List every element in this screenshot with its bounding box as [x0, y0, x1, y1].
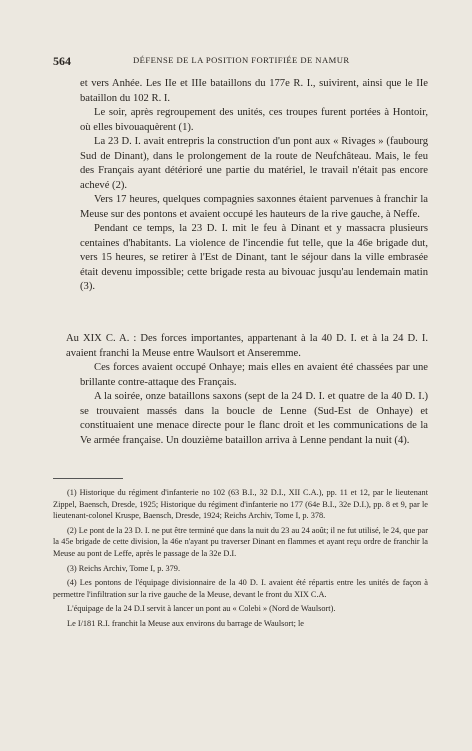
footnote: (3) Reichs Archiv, Tome I, p. 379. [67, 563, 181, 573]
running-title: DÉFENSE DE LA POSITION FORTIFIÉE DE NAMUR [133, 55, 350, 65]
paragraph: Vers 17 heures, quelques compagnies saxonnes étaient parvenues à franchir la Meuse sur des pontons et avaient occupé les hauteurs de la rive gauche, à Neffe. [80, 194, 428, 220]
footnote-continued: L'équipage de la 24 D.I servit à lancer un pont au « Colebi » (Nord de Waulsort). [67, 604, 336, 614]
paragraph: Le soir, après regroupement des unités, ces troupes furent portées à Hontoir, où elles bivouaquèrent (1). [80, 107, 428, 133]
footnotes [53, 487, 428, 633]
paragraph: Pendant ce temps, la 23 D. I. mit le feu à Dinant et y massacra plusieurs centaines d'habitants. La violence de l'incendie fut telle, que la 46e brigade dut, vers 15 heures, se retirer à l'Est de Dinant, tant le séjour dans la ville embrasée était devenu impossible; cette brigade resta au bivouac jusqu'au lendemain matin (3). [80, 223, 428, 292]
footnote: (4) Les pontons de l'équipage divisionnaire de la 40 D. I. avaient été répartis entre les unités de façon à permettre l'infiltration sur la rive gauche de la Meuse, devant le front du XIX C.A. [53, 578, 428, 599]
main-text [80, 77, 428, 295]
footnote: (2) Le pont de la 23 D. I. ne put être terminé que dans la nuit du 23 au 24 août; il ne fut utilisé, le 24, que par la 45e brigade de cette division, la 46e n'ayant pu traverser Dinant en flammes et ayant reçu ordre de franchir la Meuse au pont de Leffe, après le passage de la 32e D.I. [53, 525, 428, 558]
section-paragraph: Au XIX C. A. : Des forces importantes, appartenant à la 40 D. I. et à la 24 D. I. avaient franchi la Meuse entre Waulsort et Anseremme. [66, 333, 428, 359]
footnote: (1) Historique du régiment d'infanterie no 102 (63 B.I., 32 D.I., XII C.A.), pp. 11 et 12, par le lieutenant Zippel, Baensch, Dresde, 1925; Historique du régiment d'infanterie no 177 (64e B.I., 32e D.I.), pp. 8 et 9, par le lieutenant-colonel Kruspe, Baensch, Dresde, 1924; Reichs Archiv, Tome I, p. 378. [53, 488, 428, 521]
footnote-continued: Le I/181 R.I. franchit la Meuse aux environs du barrage de Waulsort; le [67, 618, 304, 628]
paragraph: La 23 D. I. avait entrepris la construction d'un pont aux « Rivages » (faubourg Sud de Dinant), dans le prolongement de la route de Neufchâteau. Mais, le feu des Français ayant détérioré une partie du matériel, le travail n'était pas encore achevé (2). [80, 136, 428, 191]
footnote-rule [53, 478, 123, 479]
page-number: 564 [53, 54, 71, 68]
section-xix-ca [66, 332, 428, 448]
page-header [53, 54, 428, 68]
section-paragraph: Ces forces avaient occupé Onhaye; mais elles en avaient été chassées par une brillante contre-attaque des Français. [80, 362, 428, 388]
section-paragraph: A la soirée, onze bataillons saxons (sept de la 24 D. I. et quatre de la 40 D. I.) se trouvaient massés dans la boucle de Lenne (Sud-Est de Onhaye) et constituaient une menace directe pour le flanc droit et les communications de la Ve armée française. Un douzième bataillon arriva à Lenne pendant la nuit (4). [80, 391, 428, 446]
paragraph: et vers Anhée. Les IIe et IIIe bataillons du 177e R. I., suivirent, ainsi que le IIe bataillon du 102 R. I. [80, 78, 428, 104]
